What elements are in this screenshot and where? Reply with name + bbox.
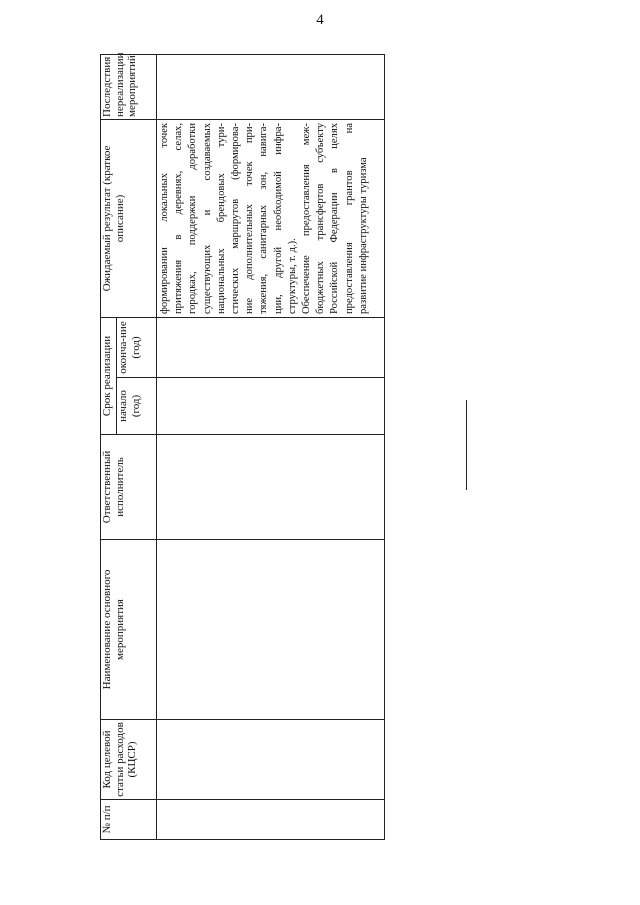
result-line: притяжения в деревнях, селах,	[173, 122, 185, 314]
result-line: ние дополнительных точек при-	[244, 122, 256, 314]
result-line: Обеспечение предоставления меж-	[301, 122, 313, 314]
page-number: 4	[316, 12, 324, 28]
result-line: ции, другой необходимой инфра-	[272, 122, 284, 314]
cell-executor	[157, 435, 385, 540]
vertical-rule	[466, 400, 467, 490]
program-table	[100, 54, 385, 840]
result-line: Российской Федерации в целях	[329, 122, 341, 314]
result-line: бюджетных трансфертов субъекту	[315, 122, 327, 314]
cell-num	[157, 800, 385, 840]
header-executor: Ответственный исполнитель	[101, 435, 157, 540]
header-name: Наименование основного мероприятия	[101, 540, 157, 720]
result-line: тяжения, санитарных зон, навига-	[258, 122, 270, 314]
result-line: развитие инфраструктуры туризма	[357, 157, 369, 314]
result-line: предоставления грантов на	[343, 122, 355, 314]
rotated-table-wrapper	[100, 52, 385, 840]
header-end: оконча-ние (год)	[117, 317, 157, 377]
result-line: национальных брендовых тури-	[215, 122, 227, 314]
header-start: начало (год)	[117, 378, 157, 435]
cell-result	[157, 119, 385, 317]
result-line: формировании локальных точек	[159, 122, 170, 314]
header-kcsr: Код целевой статьи расходов (КЦСР)	[101, 720, 157, 800]
header-term: Срок реализации	[101, 317, 117, 434]
cell-kcsr	[157, 720, 385, 800]
result-line: городках, поддержки доработки	[187, 122, 199, 314]
header-result: Ожидаемый результат (краткое описание)	[101, 119, 157, 317]
cell-start	[157, 378, 385, 435]
result-line: существующих и создаваемых	[201, 122, 213, 314]
result-line: стических маршрутов (формирова-	[230, 122, 242, 314]
header-consequences: Последствия нереализации мероприятий	[101, 54, 157, 119]
cell-end	[157, 317, 385, 377]
result-line: структуры, т. д.).	[286, 238, 298, 314]
cell-name	[157, 540, 385, 720]
header-num: № п/п	[101, 800, 157, 840]
cell-consequences	[157, 54, 385, 119]
